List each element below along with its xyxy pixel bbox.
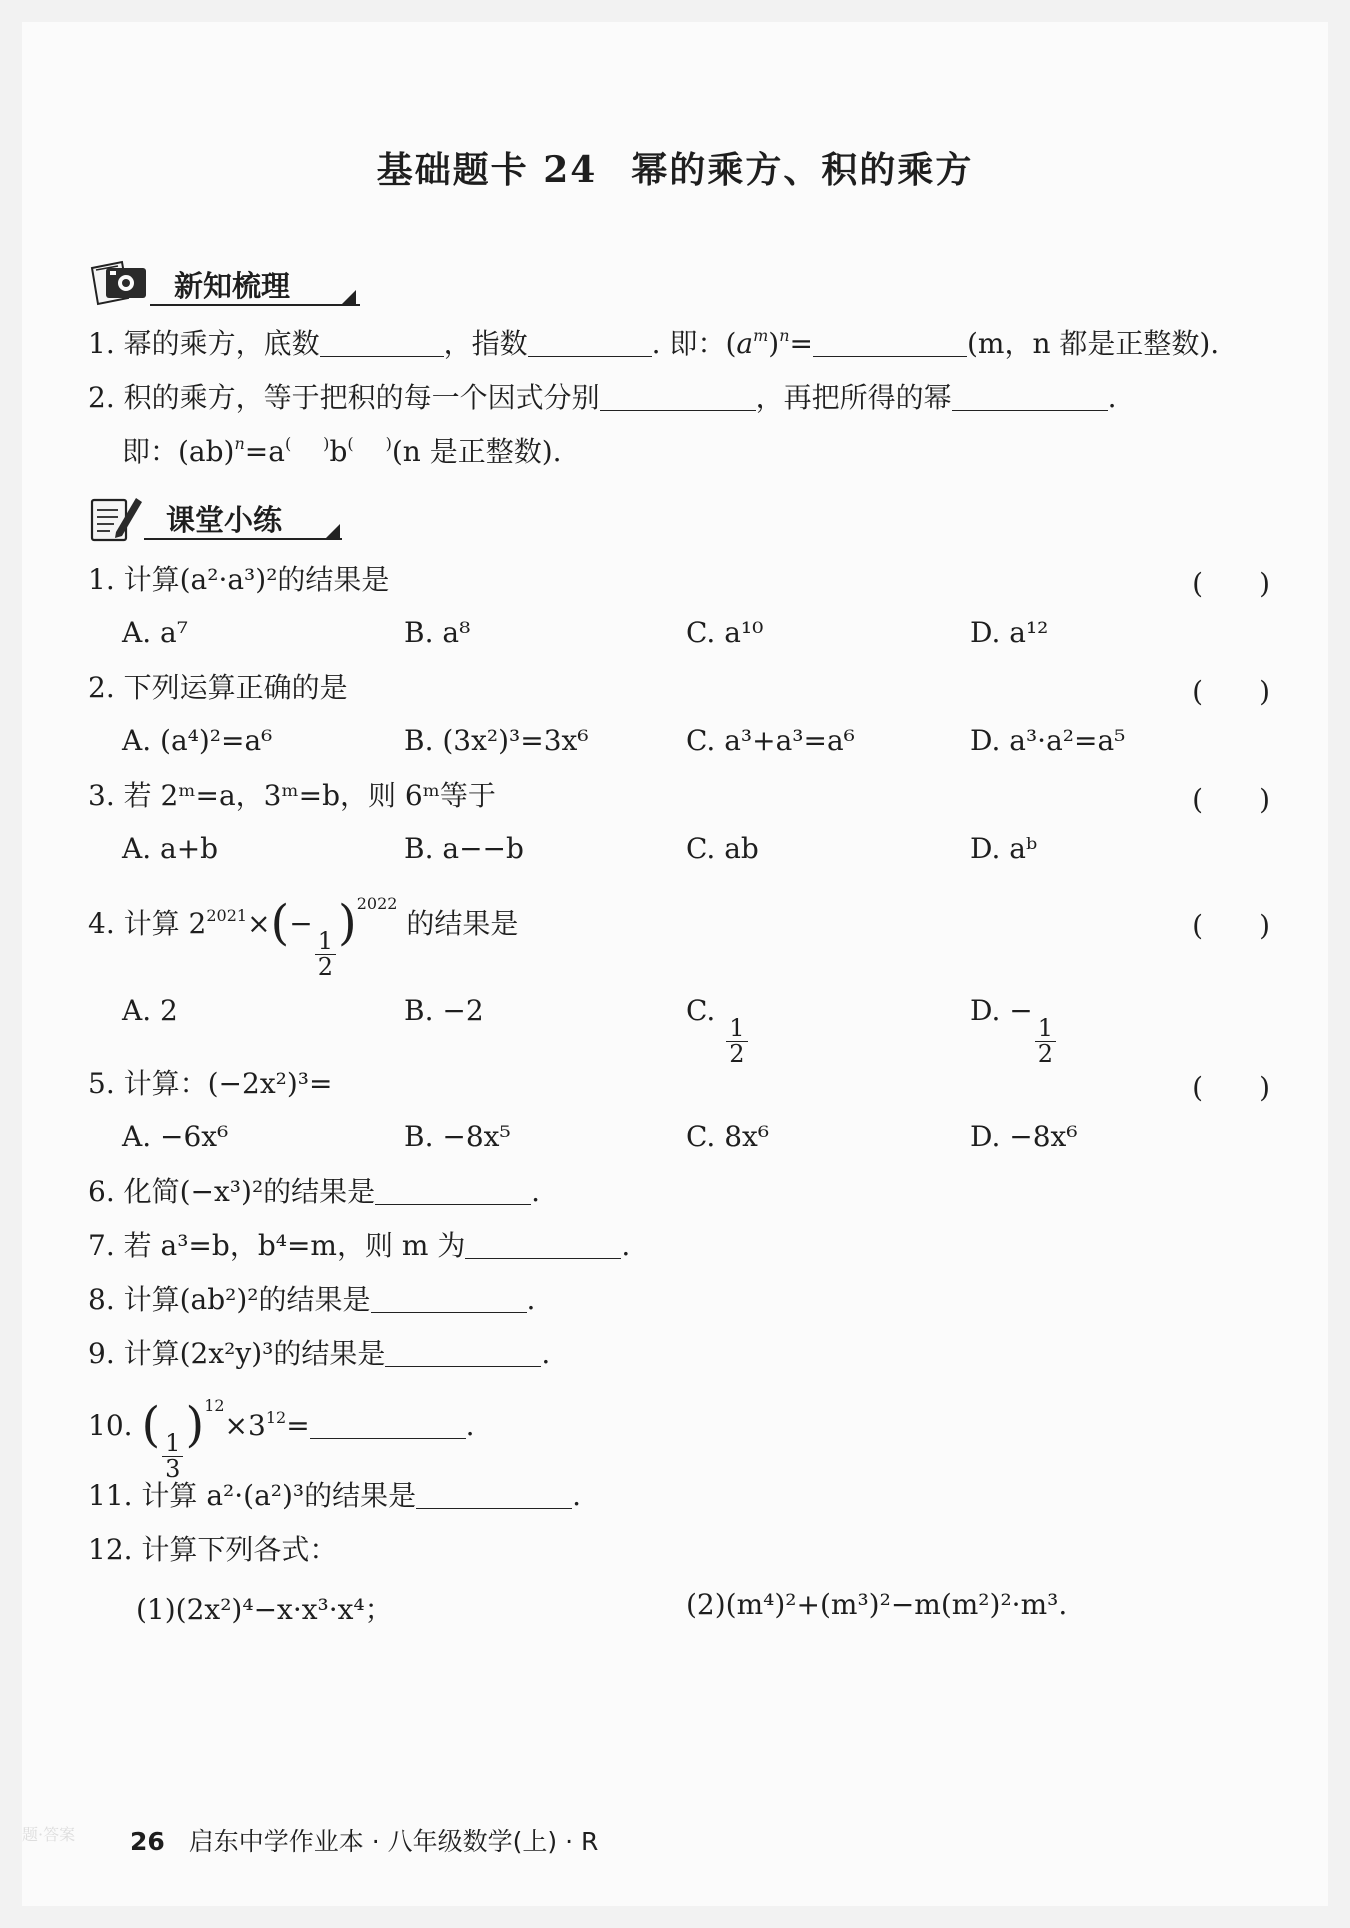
blank-exponent[interactable] [528,330,652,357]
q11-period: . [572,1479,582,1512]
q2-answer-paren[interactable]: ( ) [1192,675,1270,708]
k3-text-c: b [329,435,348,468]
knowledge-item-1: 1. 幂的乘方，底数 ，指数 . 即：$(a^m)^n= (m$，n 都是正整数). [88,326,1220,360]
page-title [0,142,1350,193]
q11-answer-blank[interactable] [416,1482,572,1509]
q3-answer-paren[interactable]: ( ) [1192,783,1270,816]
k1-text-c: . 即：( [651,327,737,360]
q5-answer-paren[interactable]: ( ) [1192,1071,1270,1104]
k1-text-b: ，指数 [443,327,528,360]
q9-text: 9. 计算(2x²y)³的结果是 [88,1337,386,1370]
question-3 [88,778,496,814]
title-card-number: 基础题卡 24 [376,149,598,191]
q1-option-d[interactable]: D. a¹² [970,616,1049,649]
question-5 [88,1066,332,1102]
q11-text: 11. 计算 a²·(a²)³的结果是 [88,1479,417,1512]
k1-text-e: (m，n 都是正整数). [966,327,1220,360]
q4-text-b: 的结果是 [406,907,519,940]
q5-option-c[interactable]: C. 8x⁶ [686,1120,770,1153]
book-title: 启东中学作业本 · 八年级数学(上) · R [188,1827,599,1856]
q3-text: 3. 若 2ᵐ=a，3ᵐ=b，则 6ᵐ等于 [88,779,496,812]
q3-option-b[interactable]: B. a−−b [404,832,524,865]
pencil-notepad-icon [88,492,144,544]
question-1 [88,562,389,598]
q4-option-b[interactable]: B. −2 [404,994,484,1027]
q6-text: 6. 化简(−x³)²的结果是 [88,1175,376,1208]
question-12 [88,1532,337,1568]
q8-text: 8. 计算(ab²)²的结果是 [88,1283,371,1316]
question-2 [88,670,348,706]
blank-power-result[interactable] [813,330,967,357]
k3-text-d: (n 是正整数). [391,435,562,468]
q8-period: . [526,1283,536,1316]
knowledge-item-2-formula: 即：(ab)$^n$=a( )b( )(n 是正整数). [122,434,562,468]
q5-option-b[interactable]: B. −8x⁵ [404,1120,511,1153]
q2-option-c[interactable]: C. a³+a³=a⁶ [686,724,855,757]
section2-underline [144,538,342,540]
q2-option-a[interactable]: A. (a⁴)²=a⁶ [122,724,273,757]
question-9 [88,1336,550,1372]
q4-option-a[interactable]: A. 2 [122,994,178,1027]
q2-option-b[interactable]: B. (3x²)³=3x⁶ [404,724,589,757]
k3-text-b: =a [244,435,285,468]
question-10: 10. ( $\frac{1}{3}$ )$^{12}\times 3^{12}=$ . [88,1396,475,1483]
q5-option-d[interactable]: D. −8x⁶ [970,1120,1078,1153]
page-number: 26 [130,1827,165,1856]
q12-part-1: (1)(2x²)⁴−x·x³·x⁴； [136,1593,393,1626]
q2-text: 2. 下列运算正确的是 [88,671,348,704]
section1-underline [150,304,360,306]
k3-text-a: 即：(ab) [122,435,235,468]
q9-answer-blank[interactable] [385,1340,541,1367]
q12-text: 12. 计算下列各式： [88,1533,338,1566]
q5-text: 5. 计算：(−2x²)³= [88,1067,333,1100]
triangle-marker-icon [342,290,356,304]
q6-period: . [531,1175,541,1208]
blank-base[interactable] [320,330,444,357]
section-header-class-practice [88,492,342,544]
knowledge-item-2 [88,380,1117,416]
q7-period: . [621,1229,631,1262]
q4-fraction: $\frac{1}{2}$ [315,929,336,980]
q12-part-2: (2)(m⁴)²+(m³)²−m(m²)²·m³. [686,1588,1068,1621]
k2-text-a: 2. 积的乘方，等于把积的每一个因式分别 [88,381,600,414]
k2-text-b: ，再把所得的幂 [755,381,952,414]
q10-fraction: $\frac{1}{3}$ [162,1431,183,1482]
q1-text: 1. 计算(a²·a³)²的结果是 [88,563,390,596]
blank-multiply[interactable] [952,384,1108,411]
q3-option-c[interactable]: C. ab [686,832,759,865]
triangle-marker-icon [326,524,340,538]
q6-answer-blank[interactable] [375,1178,531,1205]
q1-answer-paren[interactable]: ( ) [1192,567,1270,600]
watermark: 题·答案 [22,1825,76,1844]
q8-answer-blank[interactable] [371,1286,527,1313]
q4-answer-paren[interactable]: ( ) [1192,909,1270,942]
k1-equals: = [789,327,813,360]
question-4: 4. 计算 $2^{2021}\times(-$ $\frac{1}{2}$ )$^{2022}$ 的结果是 [88,894,519,981]
q10-label: 10. [88,1409,133,1442]
q9-period: . [541,1337,551,1370]
q4-text-a: 4. 计算 2 [88,907,207,940]
k1-text-a: 1. 幂的乘方，底数 [88,327,320,360]
question-7 [88,1228,630,1264]
section-header-new-knowledge [88,258,360,310]
question-8 [88,1282,535,1318]
question-11 [88,1478,581,1514]
q10-period: . [465,1409,475,1442]
blank-each-factor[interactable] [600,384,756,411]
q4-option-d[interactable]: D. − $\frac{1}{2}$ [970,994,1058,1067]
q3-option-d[interactable]: D. aᵇ [970,832,1038,865]
q10-answer-blank[interactable] [310,1412,466,1439]
q5-option-a[interactable]: A. −6x⁶ [122,1120,229,1153]
q7-answer-blank[interactable] [465,1232,621,1259]
q1-option-c[interactable]: C. a¹⁰ [686,616,764,649]
notebook-camera-icon [88,258,150,306]
k2-period: . [1107,381,1117,414]
q4-option-c[interactable]: C. $\frac{1}{2}$ [686,994,750,1067]
section2-title: 课堂小练 [166,503,283,537]
q2-option-d[interactable]: D. a³·a²=a⁵ [970,724,1126,757]
page-footer [130,1822,598,1858]
title-topic: 幂的乘方、积的乘方 [631,149,974,191]
question-6 [88,1174,540,1210]
q7-text: 7. 若 a³=b，b⁴=m，则 m 为 [88,1229,466,1262]
q1-option-a[interactable]: A. a⁷ [122,616,188,649]
section1-title: 新知梳理 [174,269,291,303]
q1-option-b[interactable]: B. a⁸ [404,616,471,649]
q3-option-a[interactable]: A. a+b [122,832,219,865]
